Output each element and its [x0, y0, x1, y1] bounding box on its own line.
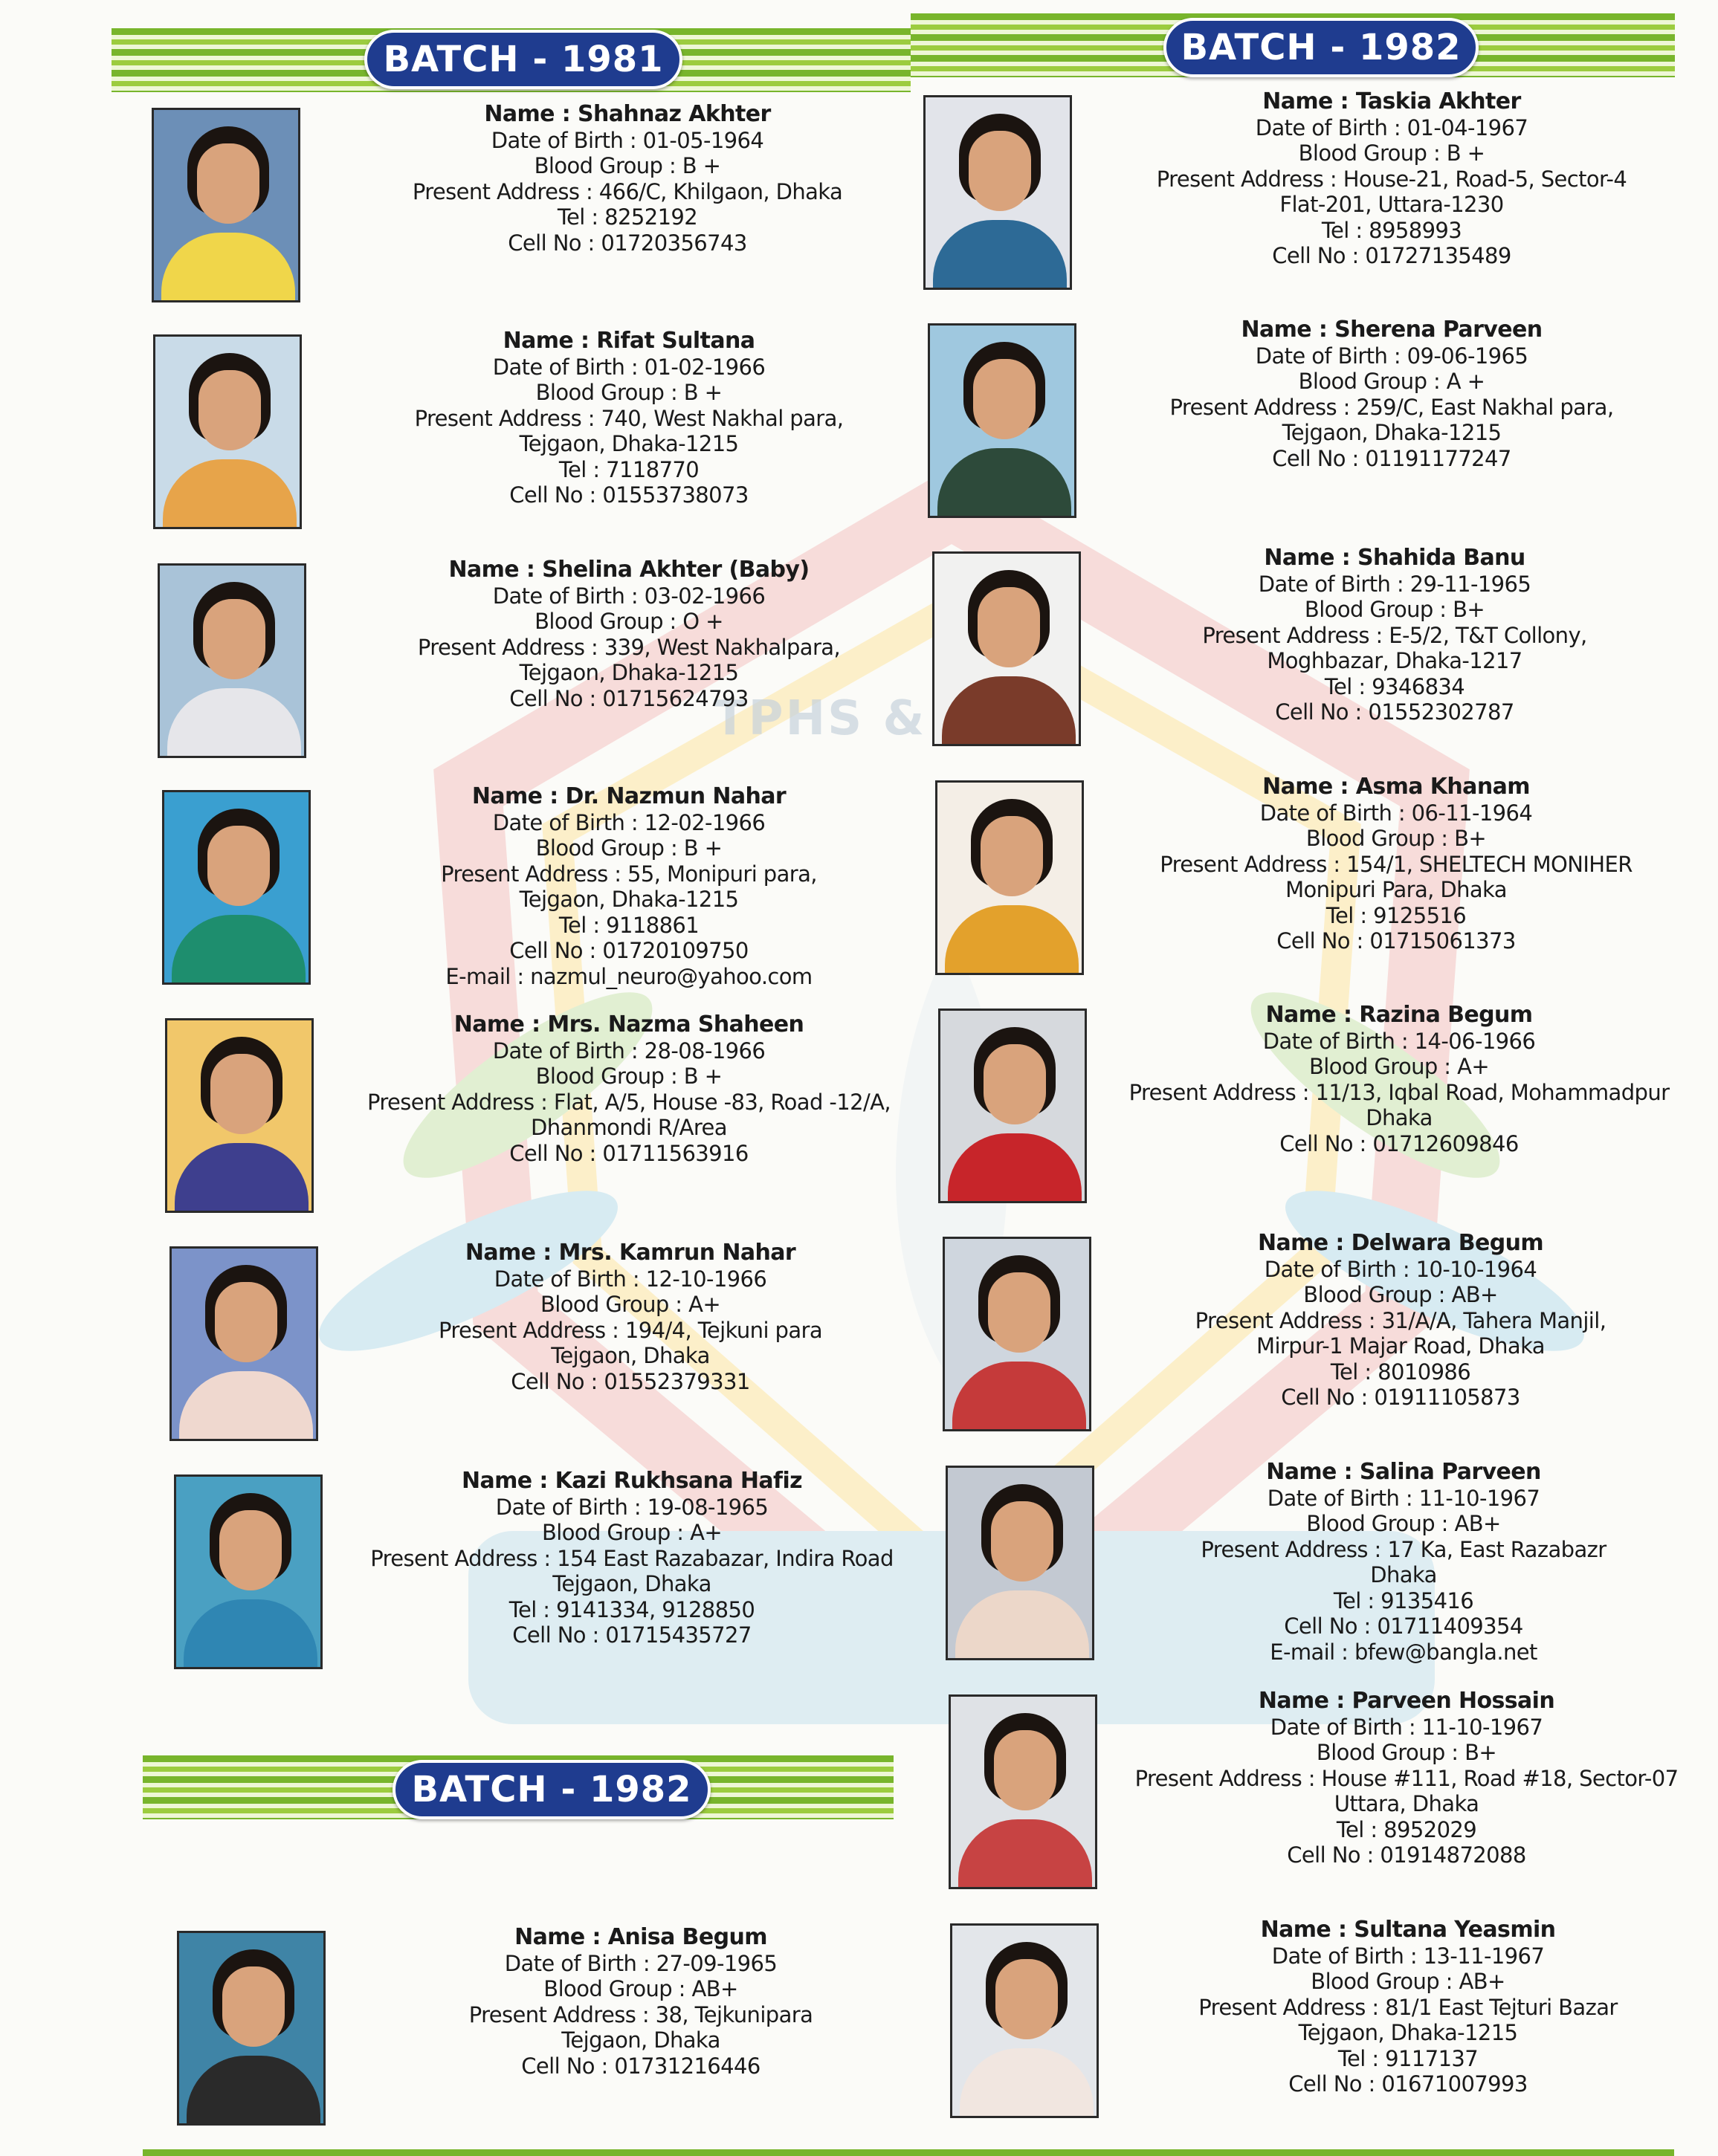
- member-dob: Date of Birth : 10-10-1964: [1264, 1256, 1537, 1282]
- member-blood-group: Blood Group : AB+: [543, 1976, 738, 2001]
- member-name: Name : Kazi Rukhsana Hafiz: [462, 1468, 802, 1494]
- member-dob: Date of Birth : 12-10-1966: [494, 1266, 767, 1292]
- member-details: [1103, 1917, 1713, 2097]
- member-address: Present Address : 81/1 East Tejturi Bazar: [1198, 1994, 1618, 2020]
- member-details: [324, 1012, 934, 1166]
- batch-1982-header-right: BATCH - 1982: [1163, 18, 1479, 77]
- member-address: Present Address : 740, West Nakhal para,: [414, 405, 844, 431]
- member-details: [1102, 1689, 1711, 1868]
- alumni-entry: [938, 1002, 1718, 1224]
- member-photo: [923, 95, 1072, 290]
- member-address-line2: Mirpur-1 Majar Road, Dhaka: [1256, 1333, 1545, 1359]
- member-cell: Cell No : 01720356743: [508, 230, 747, 256]
- member-address-line2: Uttara, Dhaka: [1334, 1791, 1479, 1816]
- member-address-line2: Tejgaon, Dhaka-1215: [1282, 420, 1502, 445]
- member-address-line2: Flat-201, Uttara-1230: [1279, 192, 1504, 217]
- member-tel: Tel : 9117137: [1337, 2045, 1479, 2071]
- member-email: E-mail : nazmul_neuro@yahoo.com: [445, 963, 813, 989]
- member-details: [1087, 317, 1696, 471]
- alumni-entry: [177, 1924, 965, 2146]
- member-details: [1091, 774, 1701, 954]
- member-cell: Cell No : 01715435727: [512, 1622, 752, 1648]
- member-address: Present Address : E-5/2, T&T Collony,: [1202, 622, 1587, 648]
- alumni-entry: [946, 1459, 1718, 1681]
- member-cell: Cell No : 01553738073: [509, 482, 749, 508]
- member-photo: [162, 790, 311, 985]
- member-blood-group: Blood Group : AB+: [1306, 1511, 1501, 1536]
- member-tel: Tel : 8952029: [1336, 1816, 1477, 1842]
- member-cell: Cell No : 01715624793: [509, 685, 749, 711]
- member-photo: [174, 1474, 323, 1669]
- member-address: Present Address : 259/C, East Nakhal para,: [1169, 394, 1614, 420]
- alumni-entry: [152, 101, 940, 323]
- alumni-entry: [928, 317, 1716, 539]
- batch-1982-header-left: BATCH - 1982: [393, 1760, 711, 1819]
- member-name: Name : Shelina Akhter (Baby): [448, 557, 810, 583]
- member-tel: Tel : 8010986: [1330, 1359, 1471, 1385]
- member-tel: Tel : 9135416: [1333, 1587, 1474, 1613]
- member-address: Present Address : 11/13, Iqbal Road, Mohammadpur: [1128, 1079, 1670, 1105]
- member-address: Present Address : 31/A/A, Tahera Manjil,: [1195, 1307, 1606, 1333]
- member-photo: [949, 1694, 1097, 1889]
- member-address-line2: Tejgaon, Dhaka: [561, 2027, 720, 2053]
- alumni-entry: [935, 774, 1718, 996]
- member-address: Present Address : 339, West Nakhalpara,: [417, 634, 841, 660]
- alumni-entry: [949, 1688, 1718, 1910]
- member-dob: Date of Birth : 28-08-1966: [492, 1037, 766, 1064]
- member-address-line2: Dhanmondi R/Area: [531, 1115, 727, 1140]
- member-name: Name : Delwara Begum: [1257, 1230, 1544, 1256]
- member-address: Present Address : House-21, Road-5, Sector-4: [1156, 166, 1627, 192]
- member-name: Name : Shahida Banu: [1264, 545, 1525, 571]
- member-photo: [177, 1931, 326, 2126]
- batch-1981-header: BATCH - 1981: [364, 30, 682, 89]
- member-dob: Date of Birth : 03-02-1966: [492, 583, 766, 609]
- member-name: Name : Mrs. Kamrun Nahar: [465, 1240, 796, 1266]
- member-tel: Tel : 9346834: [1324, 673, 1465, 699]
- member-name: Name : Taskia Akhter: [1262, 88, 1521, 114]
- member-address: Present Address : 154 East Razabazar, Indira Road: [370, 1545, 894, 1571]
- member-details: [324, 557, 934, 711]
- member-photo: [169, 1246, 318, 1441]
- member-address: Present Address : 55, Monipuri para,: [441, 861, 817, 887]
- member-address-line2: Moghbazar, Dhaka-1217: [1267, 648, 1522, 673]
- member-cell: Cell No : 01711409354: [1284, 1613, 1523, 1639]
- member-name: Name : Sherena Parveen: [1241, 317, 1543, 343]
- member-address-line2: Tejgaon, Dhaka: [552, 1571, 711, 1596]
- member-blood-group: Blood Group : B+: [1316, 1740, 1497, 1765]
- member-dob: Date of Birth : 01-04-1967: [1255, 114, 1528, 140]
- member-details: [1087, 89, 1696, 269]
- member-name: Name : Sultana Yeasmin: [1260, 1917, 1556, 1943]
- alumni-entry: [162, 783, 950, 1006]
- member-cell: Cell No : 01552302787: [1275, 699, 1514, 725]
- member-tel: Tel : 8958993: [1321, 217, 1462, 243]
- member-address: Present Address : 38, Tejkunipara: [468, 2001, 813, 2027]
- member-photo: [158, 563, 306, 758]
- alumni-entry: [165, 1011, 953, 1234]
- member-blood-group: Blood Group : B+: [1305, 826, 1487, 851]
- member-blood-group: Blood Group : B+: [1304, 597, 1485, 622]
- member-cell: Cell No : 01911105873: [1281, 1385, 1520, 1410]
- member-blood-group: Blood Group : AB+: [1303, 1282, 1498, 1307]
- member-blood-group: Blood Group : A+: [540, 1292, 721, 1317]
- member-details: [1094, 1003, 1704, 1156]
- member-cell: Cell No : 01727135489: [1272, 243, 1511, 268]
- member-blood-group: Blood Group : B +: [535, 380, 723, 405]
- member-details: [1096, 1231, 1705, 1411]
- member-photo: [935, 780, 1084, 975]
- member-details: [327, 1469, 937, 1648]
- member-photo: [950, 1923, 1099, 2118]
- member-cell: Cell No : 01671007993: [1288, 2071, 1528, 2097]
- member-address-line2: Dhaka: [1366, 1105, 1433, 1130]
- member-photo: [938, 1009, 1087, 1203]
- member-photo: [928, 323, 1076, 518]
- member-dob: Date of Birth : 13-11-1967: [1271, 1943, 1545, 1969]
- member-address-line2: Tejgaon, Dhaka-1215: [519, 887, 739, 912]
- member-blood-group: Blood Group : O +: [535, 609, 723, 634]
- member-name: Name : Razina Begum: [1265, 1002, 1533, 1028]
- member-dob: Date of Birth : 19-08-1965: [495, 1494, 769, 1520]
- member-details: [336, 1925, 946, 2079]
- alumni-entry: [158, 557, 946, 779]
- member-address: Present Address : 466/C, Khilgaon, Dhaka: [412, 178, 843, 204]
- member-name: Name : Mrs. Nazma Shaheen: [453, 1011, 804, 1037]
- member-tel: Tel : 9118861: [558, 912, 700, 938]
- alumni-entry: [153, 328, 941, 550]
- member-dob: Date of Birth : 06-11-1964: [1259, 800, 1533, 826]
- member-dob: Date of Birth : 01-02-1966: [492, 354, 766, 380]
- member-details: [323, 102, 932, 256]
- alumni-entry: [932, 545, 1718, 767]
- member-photo: [152, 108, 300, 302]
- watermark-text: TPHS &: [714, 691, 927, 746]
- alumni-entry: [174, 1468, 962, 1690]
- alumni-entry: [169, 1240, 958, 1462]
- member-details: [324, 328, 934, 508]
- member-dob: Date of Birth : 11-10-1967: [1267, 1485, 1540, 1511]
- member-blood-group: Blood Group : A+: [1308, 1054, 1490, 1079]
- member-tel: Tel : 7118770: [558, 456, 700, 482]
- member-name: Name : Dr. Nazmun Nahar: [471, 783, 787, 809]
- member-name: Name : Salina Parveen: [1266, 1459, 1541, 1485]
- member-address-line2: Tejgaon, Dhaka-1215: [519, 431, 739, 456]
- member-name: Name : Asma Khanam: [1262, 774, 1530, 800]
- member-address-line2: Tejgaon, Dhaka-1215: [1298, 2020, 1518, 2045]
- member-photo: [932, 551, 1081, 746]
- member-tel: Tel : 8252192: [557, 204, 698, 230]
- member-photo: [165, 1018, 314, 1213]
- member-dob: Date of Birth : 27-09-1965: [504, 1950, 778, 1976]
- member-cell: Cell No : 01712609846: [1279, 1130, 1519, 1156]
- member-cell: Cell No : 01191177247: [1272, 445, 1511, 471]
- member-name: Name : Parveen Hossain: [1258, 1688, 1555, 1714]
- member-photo: [943, 1237, 1091, 1431]
- member-dob: Date of Birth : 14-06-1966: [1262, 1028, 1536, 1054]
- member-name: Name : Anisa Begum: [514, 1924, 767, 1950]
- member-dob: Date of Birth : 11-10-1967: [1270, 1714, 1543, 1740]
- member-photo: [946, 1466, 1094, 1660]
- member-dob: Date of Birth : 09-06-1965: [1255, 343, 1528, 369]
- member-blood-group: Blood Group : A+: [541, 1520, 723, 1545]
- member-cell: Cell No : 01552379331: [511, 1368, 750, 1394]
- member-name: Name : Shahnaz Akhter: [484, 101, 771, 127]
- member-name: Name : Rifat Sultana: [503, 328, 755, 354]
- member-details: [326, 1240, 935, 1394]
- member-blood-group: Blood Group : B +: [534, 153, 721, 178]
- member-details: [1090, 546, 1699, 725]
- member-email: E-mail : bfew@bangla.net: [1270, 1639, 1537, 1665]
- member-blood-group: Blood Group : B +: [535, 835, 723, 861]
- member-dob: Date of Birth : 12-02-1966: [492, 809, 766, 835]
- member-blood-group: Blood Group : B +: [1298, 140, 1485, 166]
- member-photo: [153, 334, 302, 529]
- member-address-line2: Dhaka: [1370, 1562, 1437, 1587]
- member-cell: Cell No : 01731216446: [521, 2053, 760, 2079]
- member-cell: Cell No : 01914872088: [1287, 1842, 1526, 1868]
- member-address: Present Address : Flat, A/5, House -83, Road -12/A,: [366, 1089, 891, 1115]
- member-address: Present Address : 154/1, SHELTECH MONIHER: [1160, 851, 1633, 877]
- member-blood-group: Blood Group : AB+: [1311, 1969, 1505, 1994]
- member-blood-group: Blood Group : B +: [535, 1064, 723, 1089]
- alumni-entry: [943, 1230, 1718, 1452]
- banner-stripe-footer: [143, 2149, 1674, 2156]
- member-address-line2: Monipuri Para, Dhaka: [1285, 877, 1507, 902]
- member-dob: Date of Birth : 29-11-1965: [1258, 571, 1531, 597]
- member-tel: Tel : 9141334, 9128850: [508, 1596, 755, 1622]
- member-cell: Cell No : 01715061373: [1276, 928, 1516, 954]
- alumni-entry: [923, 88, 1711, 311]
- member-details: [324, 784, 934, 989]
- member-address: Present Address : 17 Ka, East Razabazr: [1201, 1536, 1606, 1562]
- member-tel: Tel : 9125516: [1325, 902, 1467, 928]
- alumni-entry: [950, 1917, 1718, 2139]
- member-address: Present Address : House #111, Road #18, Sector-07: [1134, 1765, 1679, 1791]
- member-cell: Cell No : 01711563916: [509, 1140, 749, 1166]
- member-dob: Date of Birth : 01-05-1964: [491, 127, 764, 153]
- member-cell: Cell No : 01720109750: [509, 938, 749, 963]
- member-address-line2: Tejgaon, Dhaka: [551, 1343, 710, 1368]
- member-address-line2: Tejgaon, Dhaka-1215: [519, 660, 739, 685]
- member-address: Present Address : 194/4, Tejkuni para: [438, 1317, 823, 1343]
- member-details: [1099, 1460, 1708, 1665]
- member-blood-group: Blood Group : A +: [1298, 369, 1485, 394]
